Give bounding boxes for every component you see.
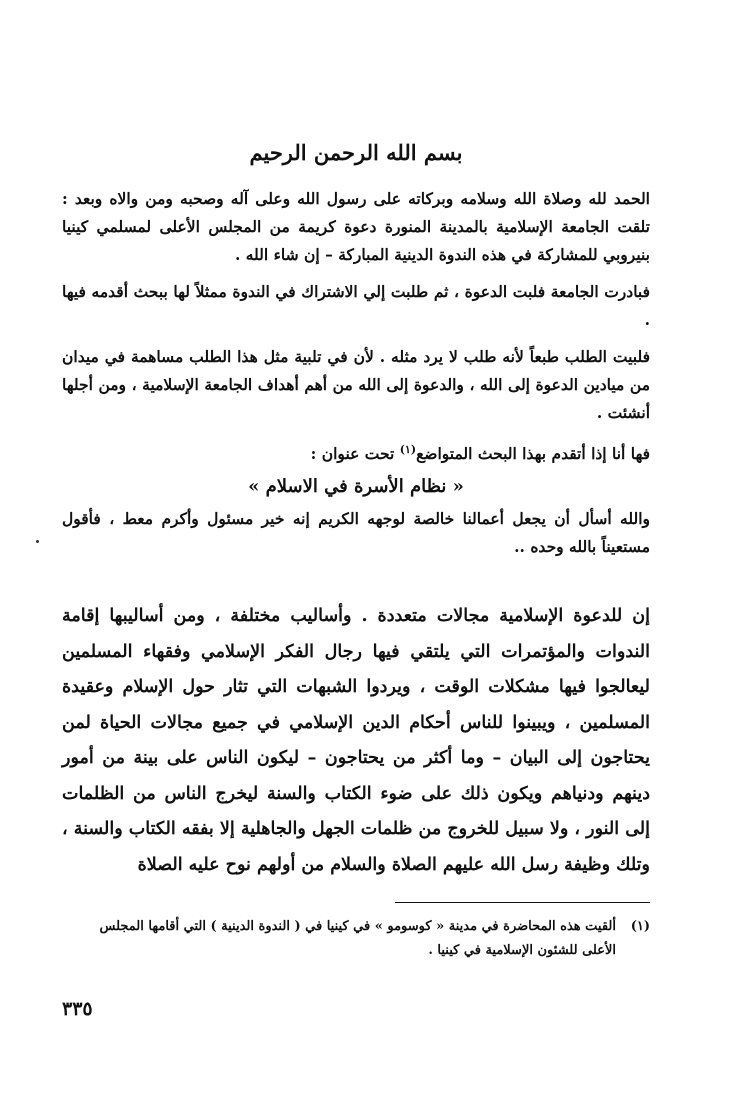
intro-paragraph-1: الحمد لله وصلاة الله وسلامه وبركاته على رسول الله وعلى آله وصحبه ومن والاه وبعد : تلقت الجامعة الإسلامية بالمدينة المنورة دعوة كريمة من المجلس الأعلى لمسلمي كينيا بنيروبي للمشاركة في هذه الندوة الدينية المباركة – إن شاء الله .: [62, 189, 650, 264]
intro-paragraph-4: [62, 436, 650, 468]
intro-p4-text: فها أنا إذا أتقدم بهذا البحث المتواضع: [416, 444, 650, 464]
basmala: بسم الله الرحمن الرحيم: [249, 140, 463, 165]
intro-p4-tail: تحت عنوان :: [310, 444, 400, 464]
page-number: ٣٣٥: [62, 998, 93, 1020]
body-paragraph: إن للدعوة الإسلامية مجالات متعددة . وأساليب مختلفة ، ومن أساليبها إقامة الندوات والمؤتمرات التي يلتقي فيها رجال الفكر الإسلامي وفقهاء المسلمين ليعالجوا فيها مشكلات الوقت ، ويردوا الشبهات التي تثار حول الإسلام وعقيدة المسلمين ، ويبينوا للناس أحكام الدين الإسلامي في جميع مجالات الحياة لمن يحتاجون إلى البيان – وما أكثر من يحتاجون – ليكون الناس على بينة من أمور دينهم ودنياهم ويكون ذلك على ضوء الكتاب والسنة ليخرج الناس من الظلمات إلى النور ، ولا سبيل للخروج من ظلمات الجهل والجاهلية إلا بفقه الكتاب والسنة ، وتلك وظيفة رسل الله عليهم الصلاة والسلام من أولهم نوح عليه الصلاة: [62, 606, 651, 875]
margin-dot: [36, 540, 39, 543]
research-title: « نظام الأسرة في الاسلام »: [248, 476, 464, 498]
intro-paragraph-2: فبادرت الجامعة فلبت الدعوة ، ثم طلبت إلي الاشتراك في الندوة ممثلاً لها ببحث أقدمه فيها .: [62, 282, 650, 329]
footnote-divider: [395, 902, 650, 903]
footnote-text: ألقيت هذه المحاضرة في مدينة « كوسومو » في كينيا في ( الندوة الدينية ) التي أقامها المجلس الأعلى للشئون الإسلامية في كينيا .: [99, 919, 616, 958]
intro-paragraph-3: فلبيت الطلب طبعاً لأنه طلب لا يرد مثله . لأن في تلبية مثل هذا الطلب مساهمة في ميدان من ميادين الدعوة إلى الله ، والدعوة إلى الله من أهم أهداف الجامعة الإسلامية ، ومن أجلها أنشئت .: [62, 347, 650, 422]
footnote-reference[interactable]: (١): [399, 443, 417, 456]
intro-paragraph-5: والله أسأل أن يجعل أعمالنا خالصة لوجهه الكريم إنه خير مسئول وأكرم معط ، فأقول مستعيناً بالله وحده ..: [62, 509, 650, 557]
page-content: [62, 140, 650, 883]
footnote-number: (١): [630, 919, 650, 934]
footnote: [62, 915, 650, 963]
